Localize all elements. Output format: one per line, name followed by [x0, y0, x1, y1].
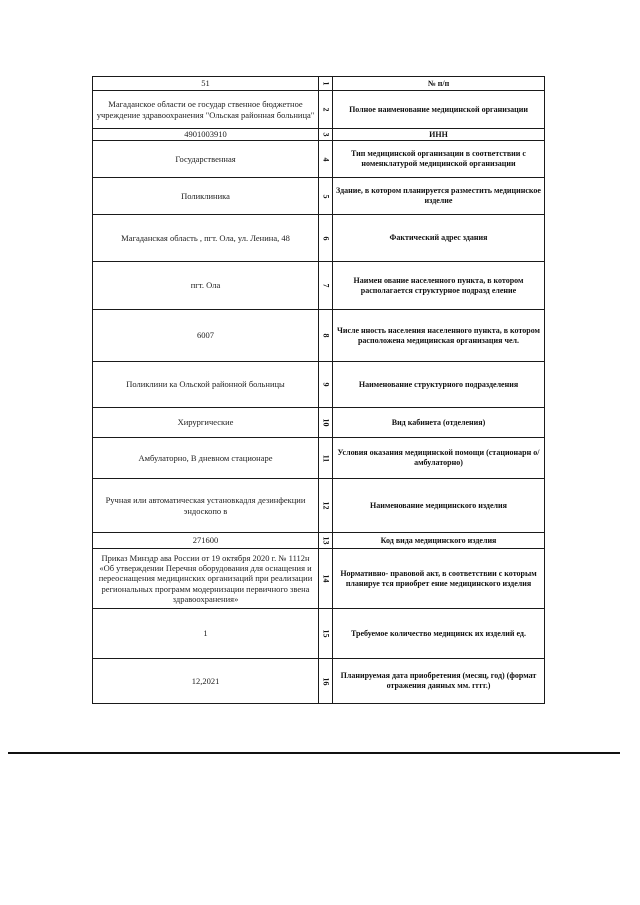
medical-device-form-table [92, 76, 545, 704]
row-value: Приказ Минздр ава России от 19 октября 2020 г. № 1112н «Об утверждении Перечня оборудования для оснащения и переоснащения медицинских организаций при реализации региональных программ модернизации первичного звена здравоохранения» [93, 549, 319, 609]
row-number: 13 [319, 533, 333, 549]
table-row [93, 362, 545, 408]
row-number: 8 [319, 310, 333, 362]
table-row [93, 262, 545, 310]
row-label: № п/п [333, 77, 545, 91]
row-label: Числе нность населения населенного пункта, в котором расположена медицинская организация чел. [333, 310, 545, 362]
row-number: 2 [319, 91, 333, 129]
table-row [93, 438, 545, 479]
row-value: 12,2021 [93, 659, 319, 704]
row-number: 10 [319, 408, 333, 438]
row-label: Условия оказания медицинской помощи (стационарн о/амбулаторно) [333, 438, 545, 479]
row-number: 4 [319, 141, 333, 178]
row-label: Наимен ование населенного пункта, в котором располагается структурное подразд еление [333, 262, 545, 310]
row-value: 271600 [93, 533, 319, 549]
row-label: ИНН [333, 129, 545, 141]
row-number: 6 [319, 215, 333, 262]
row-value: Магаданская область , пгт. Ола, ул. Ленина, 48 [93, 215, 319, 262]
row-label: Полное наименование медицинской организации [333, 91, 545, 129]
row-number: 3 [319, 129, 333, 141]
row-label: Фактический адрес здания [333, 215, 545, 262]
row-number: 11 [319, 438, 333, 479]
row-value: 6007 [93, 310, 319, 362]
row-label: Наименование структурного подразделения [333, 362, 545, 408]
row-value: 1 [93, 609, 319, 659]
row-label: Вид кабинета (отделения) [333, 408, 545, 438]
table-row [93, 549, 545, 609]
row-value: Амбулаторно, В дневном стационаре [93, 438, 319, 479]
table-row [93, 479, 545, 533]
row-number: 5 [319, 178, 333, 215]
row-number: 16 [319, 659, 333, 704]
table-row [93, 141, 545, 178]
row-number: 15 [319, 609, 333, 659]
row-label: Наименование медицинского изделия [333, 479, 545, 533]
row-value: Хирургические [93, 408, 319, 438]
row-label: Нормативно- правовой акт, в соответствии с которым планируе тся приобрет ение медицинского изделия [333, 549, 545, 609]
table-row [93, 310, 545, 362]
table-row [93, 533, 545, 549]
row-label: Код вида медицинского изделия [333, 533, 545, 549]
row-label: Тип медицинской организации в соответствии с номенклатурой медицинской организации [333, 141, 545, 178]
table-row [93, 91, 545, 129]
row-number: 12 [319, 479, 333, 533]
row-label: Требуемое количество медицинск их изделий ед. [333, 609, 545, 659]
row-number: 7 [319, 262, 333, 310]
table-row [93, 609, 545, 659]
row-value: Государственная [93, 141, 319, 178]
row-value: Магаданское области ое государ ственное бюджетное учреждение здравоохранения "Ольская районная больница" [93, 91, 319, 129]
row-number: 9 [319, 362, 333, 408]
row-number: 14 [319, 549, 333, 609]
row-value: 51 [93, 77, 319, 91]
row-value: Поликлини ка Ольской районной больницы [93, 362, 319, 408]
table-row [93, 178, 545, 215]
footer-divider [8, 752, 620, 754]
row-label: Планируемая дата приобретения (месяц, год) (формат отражения данных мм. гггг.) [333, 659, 545, 704]
row-value: Ручная или автоматическая установкадля дезинфекции эндоскопо в [93, 479, 319, 533]
row-value: 4901003910 [93, 129, 319, 141]
table-row [93, 215, 545, 262]
row-value: пгт. Ола [93, 262, 319, 310]
table-row [93, 659, 545, 704]
row-number: 1 [319, 77, 333, 91]
table-row [93, 77, 545, 91]
table-row [93, 408, 545, 438]
row-label: Здание, в котором планируется разместить медицинское изделие [333, 178, 545, 215]
table-row [93, 129, 545, 141]
row-value: Поликлиника [93, 178, 319, 215]
